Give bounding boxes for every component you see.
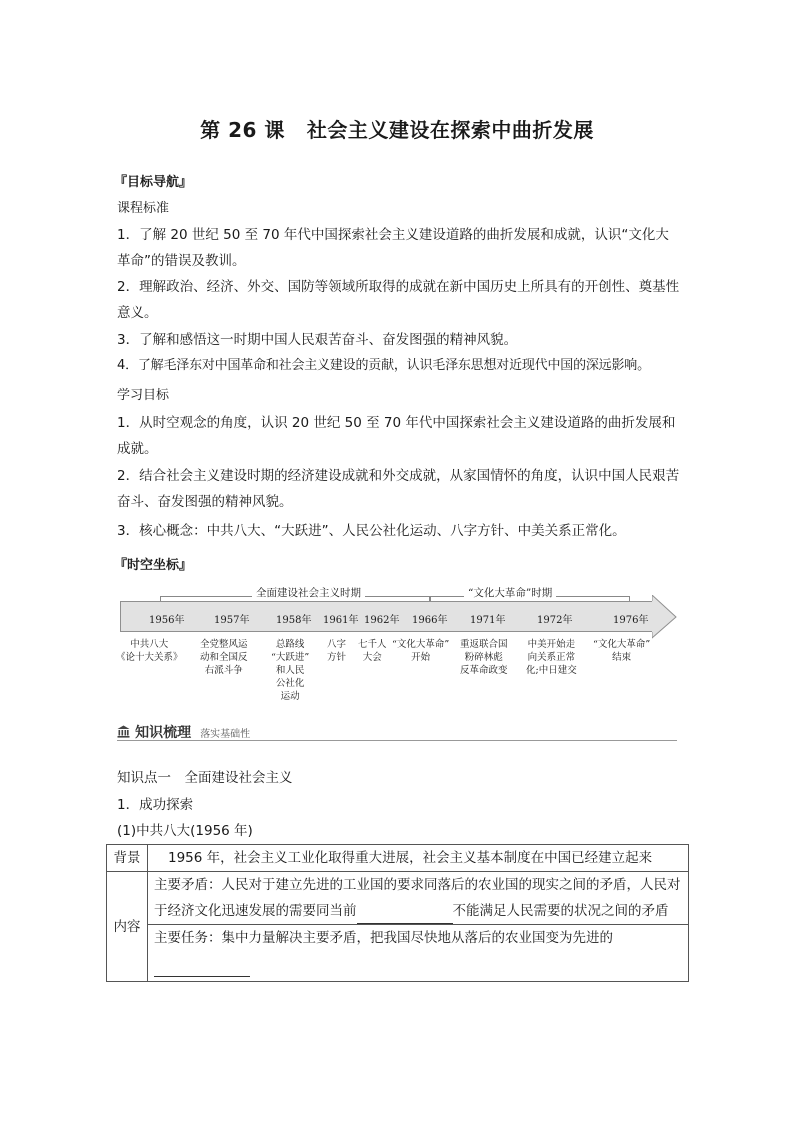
timeline-year: 1958年 bbox=[276, 615, 312, 626]
period-label-construction: 全面建设社会主义时期 bbox=[252, 585, 365, 600]
table-row-task bbox=[107, 925, 689, 982]
timeline-year: 1957年 bbox=[214, 615, 250, 626]
timeline-year: 1962年 bbox=[364, 615, 400, 626]
task-cell bbox=[148, 925, 689, 982]
knowledge-heading-text: 知识梳理 bbox=[135, 725, 192, 741]
timeline-year: 1971年 bbox=[470, 615, 506, 626]
timeline-arrow-head bbox=[652, 595, 678, 639]
knowledge-item-1: 1．成功探索 bbox=[117, 797, 194, 813]
lesson-title: 社会主义建设在探索中曲折发展 bbox=[306, 118, 594, 142]
objective-item-1: 1．从时空观念的角度，认识 20 世纪 50 至 70 年代中国探索社会主义建设道路的曲折发展和成就。 bbox=[117, 415, 676, 457]
timeline-event: 重返联合国 粉碎林彪 反革命政变 bbox=[460, 639, 508, 676]
timeline-event: 七千人 大会 bbox=[358, 639, 387, 663]
timeline-year: 1976年 bbox=[613, 615, 649, 626]
timeline-event: 中美开始走 向关系正常 化;中日建交 bbox=[526, 639, 577, 676]
knowledge-heading bbox=[117, 722, 250, 742]
knowledge-subheading: 落实基础性 bbox=[200, 729, 251, 740]
fill-blank[interactable] bbox=[154, 960, 250, 977]
timeline-event: “文化大革命” 开始 bbox=[392, 639, 450, 663]
period-label-cultural-revolution: “文化大革命”时期 bbox=[464, 585, 556, 600]
objective-item-2: 2．结合社会主义建设时期的经济建设成就和外交成就，从家国情怀的角度，认识中国人民艰苦奋斗、奋发图强的精神风貌。 bbox=[117, 468, 680, 510]
timeline-section-label: 『时空坐标』 bbox=[114, 558, 193, 573]
timeline-event: 全党整风运 动和全国反 右派斗争 bbox=[200, 639, 248, 676]
timeline-year: 1956年 bbox=[149, 615, 185, 626]
content-label: 内容 bbox=[107, 872, 148, 982]
timeline-year: 1966年 bbox=[412, 615, 448, 626]
table-row-background bbox=[107, 845, 689, 872]
goals-section-label: 『目标导航』 bbox=[114, 175, 193, 190]
page-title bbox=[0, 114, 794, 143]
task-text: 主要任务：集中力量解决主要矛盾，把我国尽快地从落后的农业国变为先进的 bbox=[154, 930, 613, 946]
objectives-label: 学习目标 bbox=[117, 388, 170, 403]
knowledge-item-1-sub: (1)中共八大(1956 年) bbox=[117, 823, 253, 839]
contradiction-cell bbox=[148, 872, 689, 925]
timeline-year: 1972年 bbox=[537, 615, 573, 626]
table-row-contradiction bbox=[107, 872, 689, 925]
timeline-year: 1961年 bbox=[323, 615, 359, 626]
lesson-number: 第 26 课 bbox=[200, 118, 285, 142]
curriculum-item-1: 1．了解 20 世纪 50 至 70 年代中国探索社会主义建设道路的曲折发展和成就，认识“文化大革命”的错误及教训。 bbox=[117, 227, 669, 269]
timeline-event: 中共八大 《论十大关系》 bbox=[116, 639, 183, 663]
timeline-event: “文化大革命” 结束 bbox=[593, 639, 651, 663]
curriculum-label: 课程标准 bbox=[117, 201, 170, 216]
curriculum-item-4: 4．了解毛泽东对中国革命和社会主义建设的贡献，认识毛泽东思想对近现代中国的深远影响。 bbox=[117, 358, 650, 373]
curriculum-item-3: 3．了解和感悟这一时期中国人民艰苦奋斗、奋发图强的精神风貌。 bbox=[117, 332, 518, 348]
fill-blank[interactable] bbox=[357, 907, 453, 924]
background-text: 1956 年，社会主义工业化取得重大进展，社会主义基本制度在中国已经建立起来 bbox=[148, 845, 689, 872]
curriculum-item-2: 2．理解政治、经济、外交、国防等领域所取得的成就在新中国历史上所具有的开创性、奠基性意义。 bbox=[117, 279, 680, 321]
objective-item-3: 3．核心概念：中共八大、“大跃进”、人民公社化运动、八字方针、中美关系正常化。 bbox=[117, 523, 626, 539]
contradiction-text-b: 不能满足人民需要的状况之间的矛盾 bbox=[452, 903, 669, 919]
timeline-event: 八字 方针 bbox=[327, 639, 347, 663]
knowledge-point-title: 知识点一 全面建设社会主义 bbox=[117, 770, 293, 786]
knowledge-divider bbox=[117, 740, 677, 741]
contradiction-text-a: 主要矛盾：人民对于建立先进的工业国的要求同落后的农业国的现实之间的矛盾，人民对于经济文化迅速发展的需要同当前 bbox=[154, 877, 681, 919]
building-icon bbox=[117, 725, 130, 738]
background-label: 背景 bbox=[107, 845, 148, 872]
timeline-event: 总路线 “大跃进” 和人民 公社化 运动 bbox=[271, 639, 310, 702]
party-congress-table bbox=[106, 844, 689, 982]
